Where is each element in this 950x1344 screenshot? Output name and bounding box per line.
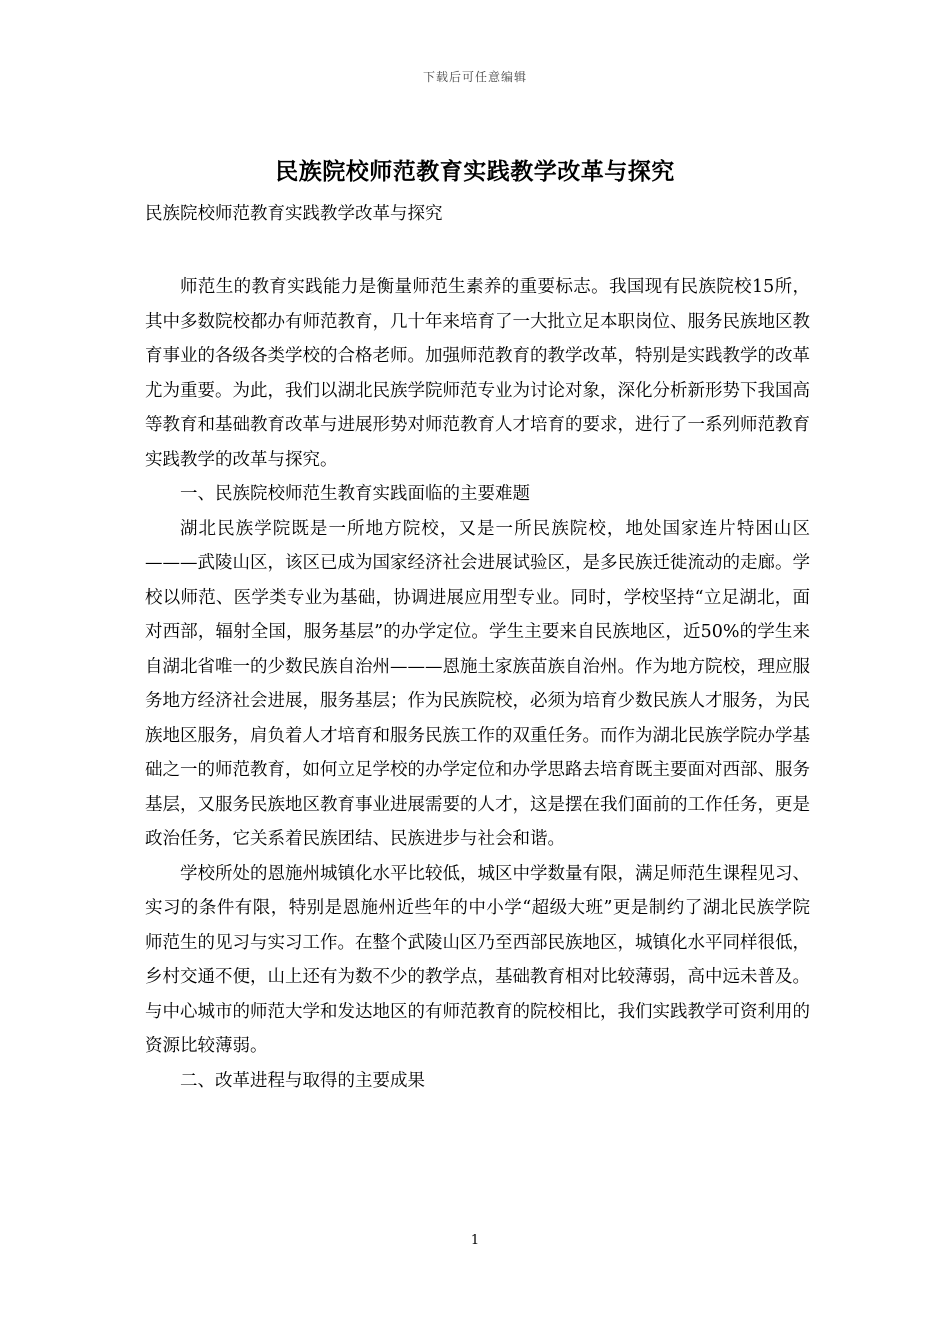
section-heading: 一、民族院校师范生教育实践面临的主要难题 <box>180 484 530 504</box>
paragraph: 湖北民族学院既是一所地方院校，又是一所民族院校，地处国家连片特困山区———武陵山区，该区已成为国家经济社会进展试验区，是多民族迁徙流动的走廊。学校以师范、医学类专业为基础，协调进展应用型专业。同时，学校坚持“立足湖北，面对西部，辐射全国，服务基层”的办学定位。学生主要来自民族地区，近50%的学生来自湖北省唯一的少数民族自治州———恩施土家族苗族自治州。作为地方院校，理应服务地方经济社会进展，服务基层；作为民族院校，必须为培育少数民族人才服务，为民族地区服务，肩负着人才培育和服务民族工作的双重任务。而作为湖北民族学院办学基础之一的师范教育，如何立足学校的办学定位和办学思路去培育既主要面对西部、服务基层，又服务民族地区教育事业进展需要的人才，这是摆在我们面前的工作任务，更是政治任务，它关系着民族团结、民族进步与社会和谐。 <box>145 518 810 849</box>
page-number: 1 <box>470 1233 480 1248</box>
document-body <box>145 270 810 1098</box>
page-header-note: 下载后可任意编辑 <box>422 70 527 84</box>
document-subtitle: 民族院校师范教育实践教学改革与探究 <box>145 204 443 224</box>
document-title: 民族院校师范教育实践教学改革与探究 <box>275 158 675 185</box>
paragraph: 师范生的教育实践能力是衡量师范生素养的重要标志。我国现有民族院校15所，其中多数院校都办有师范教育，几十年来培育了一大批立足本职岗位、服务民族地区教育事业的各级各类学校的合格老师。加强师范教育的教学改革，特别是实践教学的改革尤为重要。为此，我们以湖北民族学院师范专业为讨论对象，深化分析新形势下我国高等教育和基础教育改革与进展形势对师范教育人才培育的要求，进行了一系列师范教育实践教学的改革与探究。 <box>145 277 810 470</box>
section-heading: 二、改革进程与取得的主要成果 <box>180 1070 425 1091</box>
paragraph: 学校所处的恩施州城镇化水平比较低，城区中学数量有限，满足师范生课程见习、实习的条件有限，特别是恩施州近些年的中小学“超级大班”更是制约了湖北民族学院师范生的见习与实习工作。在整个武陵山区乃至西部民族地区，城镇化水平同样很低，乡村交通不便，山上还有为数不少的教学点，基础教育相对比较薄弱，高中远未普及。与中心城市的师范大学和发达地区的有师范教育的院校相比，我们实践教学可资利用的资源比较薄弱。 <box>145 863 810 1056</box>
